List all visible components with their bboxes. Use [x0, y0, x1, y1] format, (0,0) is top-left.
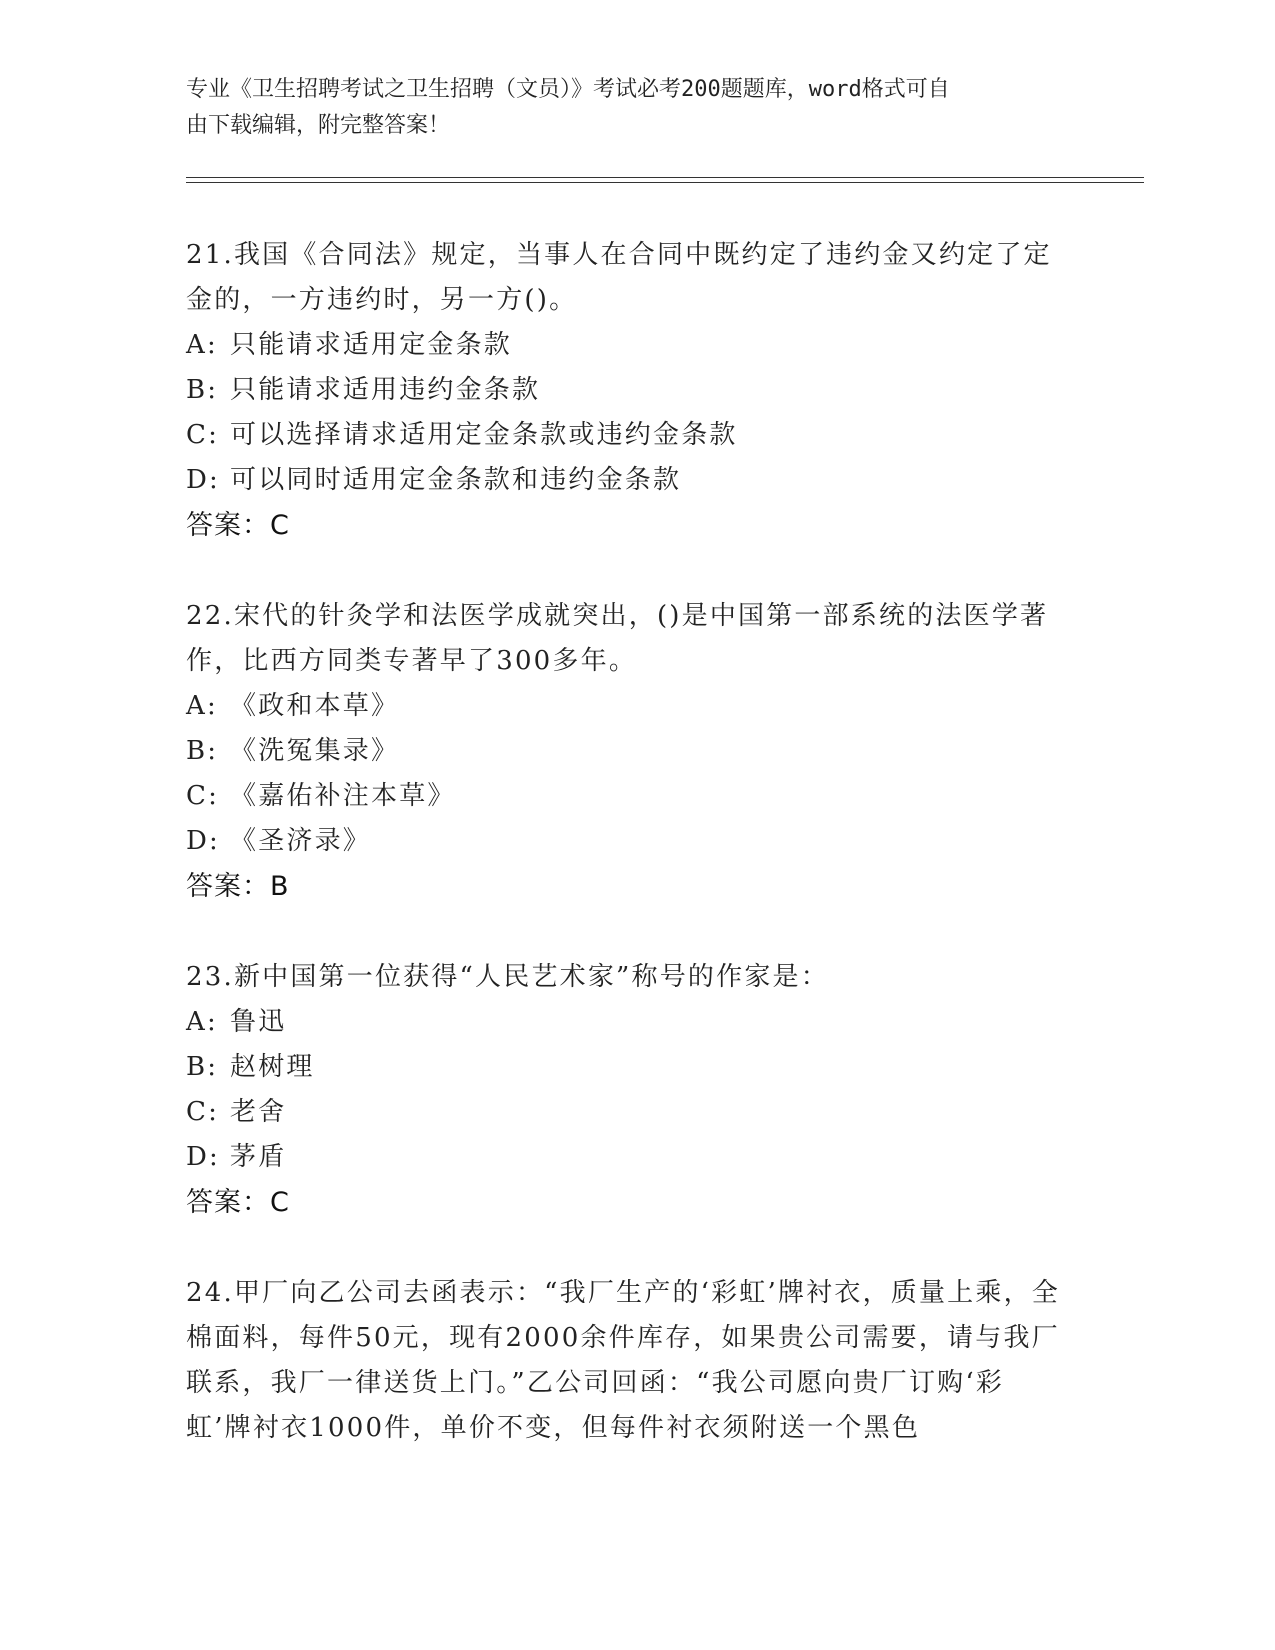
header-divider-top — [186, 177, 1144, 178]
option-key: C: — [186, 781, 220, 811]
answer-line: 答案：C — [186, 1187, 290, 1218]
option-key: B: — [186, 1052, 219, 1082]
question-text: 24.甲厂向乙公司去函表示：“我厂生产的‘彩虹’牌衬衣，质量上乘，全棉面料，每件50元，现有2000余件库存，如果贵公司需要，请与我厂联系，我厂一律送货上门。”乙公司回函：“我公司愿向贵厂订购‘彩虹’牌衬衣1000件，单价不变，但每件衬衣须附送一个黑色 — [186, 1278, 1060, 1443]
option-text: 赵树理 — [230, 1052, 315, 1082]
option-key: A: — [186, 1007, 218, 1037]
document-header — [186, 72, 1066, 144]
option-text: 《圣济录》 — [230, 826, 372, 856]
question-21 — [186, 233, 1066, 548]
option-text: 可以同时适用定金条款和违约金条款 — [230, 465, 682, 495]
option-text: 茅盾 — [230, 1142, 287, 1172]
option-key: B: — [186, 375, 219, 405]
option-key: A: — [186, 691, 218, 721]
question-22 — [186, 594, 1066, 909]
option-key: C: — [186, 1097, 220, 1127]
answer-line: 答案：C — [186, 510, 290, 541]
option-key: A: — [186, 330, 218, 360]
option-d — [186, 458, 1066, 503]
option-text: 《嘉佑补注本草》 — [230, 781, 456, 811]
option-key: B: — [186, 736, 219, 766]
option-text: 老舍 — [230, 1097, 287, 1127]
option-text: 《政和本草》 — [230, 691, 400, 721]
option-key: D: — [186, 826, 221, 856]
option-text: 只能请求适用违约金条款 — [230, 375, 541, 405]
question-23 — [186, 955, 1066, 1225]
option-b — [186, 729, 1066, 774]
option-key: D: — [186, 1142, 221, 1172]
question-24 — [186, 1271, 1066, 1451]
option-a — [186, 684, 1066, 729]
option-a — [186, 323, 1066, 368]
option-key: C: — [186, 420, 220, 450]
answer-line: 答案：B — [186, 871, 290, 902]
option-text: 《洗冤集录》 — [230, 736, 400, 766]
option-text: 鲁迅 — [230, 1007, 287, 1037]
option-key: D: — [186, 465, 221, 495]
question-text: 21.我国《合同法》规定，当事人在合同中既约定了违约金又约定了定金的，一方违约时，另一方()。 — [186, 240, 1052, 315]
option-text: 可以选择请求适用定金条款或违约金条款 — [230, 420, 738, 450]
question-text: 23.新中国第一位获得“人民艺术家”称号的作家是： — [186, 962, 829, 992]
option-a — [186, 1000, 1066, 1045]
option-c — [186, 413, 1066, 458]
question-text: 22.宋代的针灸学和法医学成就突出，()是中国第一部系统的法医学著作，比西方同类专著早了300多年。 — [186, 601, 1049, 676]
header-divider-bottom — [186, 182, 1144, 183]
option-c — [186, 774, 1066, 819]
question-list — [186, 233, 1066, 1497]
header-line-2: 由下载编辑，附完整答案！ — [186, 113, 451, 138]
option-b — [186, 368, 1066, 413]
option-d — [186, 819, 1066, 864]
option-c — [186, 1090, 1066, 1135]
option-text: 只能请求适用定金条款 — [230, 330, 513, 360]
option-b — [186, 1045, 1066, 1090]
option-d — [186, 1135, 1066, 1180]
header-line-1: 专业《卫生招聘考试之卫生招聘（文员）》考试必考200题题库，word格式可自 — [186, 77, 950, 102]
